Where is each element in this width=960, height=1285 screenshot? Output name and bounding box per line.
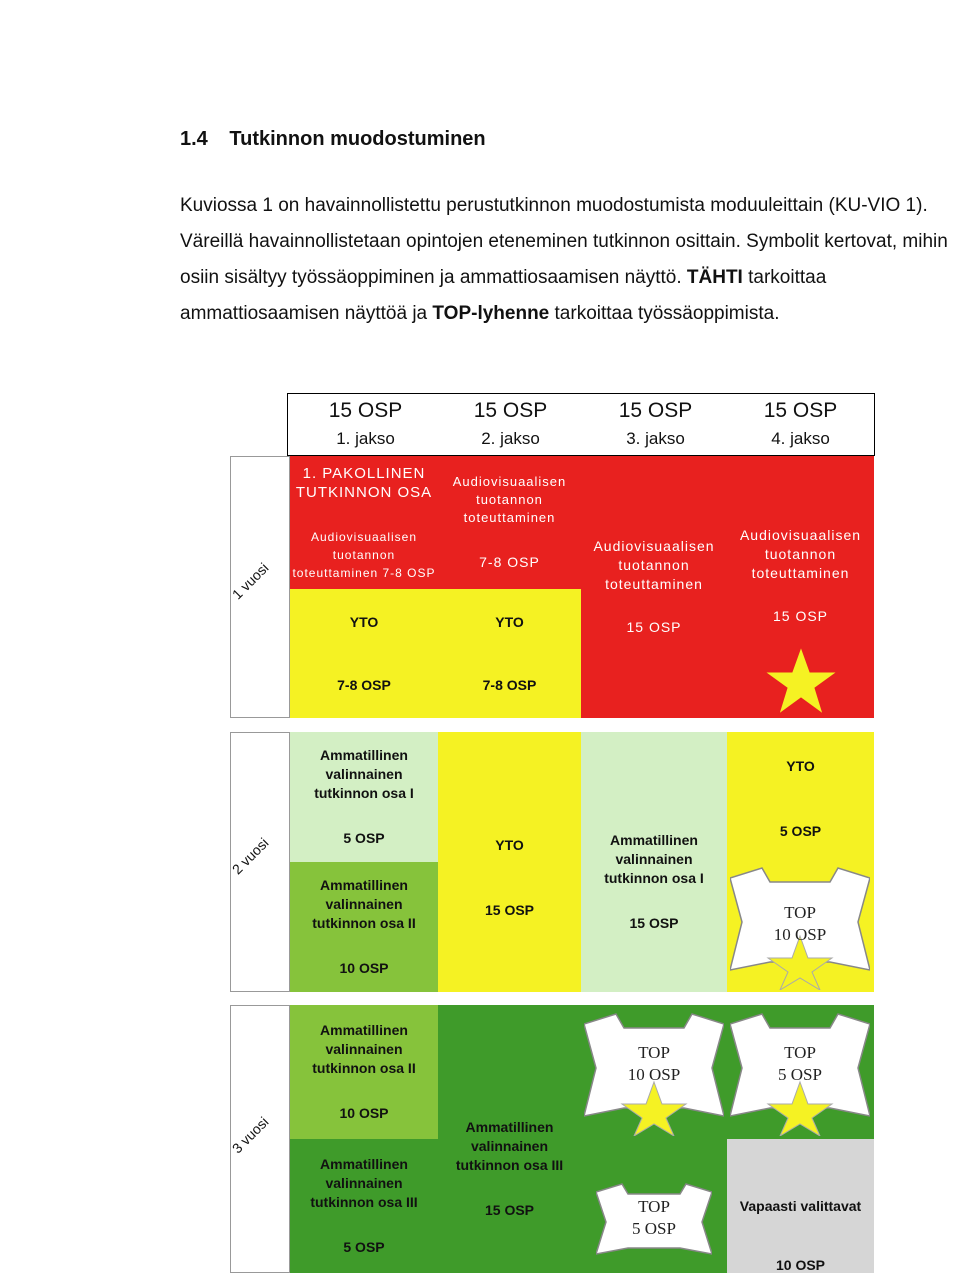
- intro-paragraph: [180, 188, 955, 332]
- y1-c3-l1: Audiovisuaalisen: [593, 538, 715, 554]
- y3-c1b-osp: 5 OSP: [343, 1239, 385, 1255]
- y3-c1a-l2: valinnainen: [325, 1041, 403, 1057]
- y3-c2: [438, 1005, 581, 1273]
- para-text-2: tarkoittaa ammattiosaamisen näyttöä ja: [180, 267, 827, 324]
- y1-c4-l2: tuotannon: [764, 546, 837, 562]
- y1-c1-sub-1: Audiovisuaalisen: [310, 529, 418, 544]
- y1-c4-l1: Audiovisuaalisen: [739, 527, 862, 543]
- y2-c1a: [290, 732, 438, 862]
- year-3-label: 3 vuosi: [228, 1113, 272, 1157]
- y2-c1b-osp: 10 OSP: [339, 960, 389, 976]
- y2-c3-l3: tutkinnon osa I: [604, 870, 704, 886]
- header-jakso: 1. jakso: [336, 429, 395, 448]
- para-bold-1: TÄHTI: [686, 267, 743, 288]
- y2-c1b-l3: tutkinnon osa II: [312, 915, 416, 931]
- y2-c3-osp: 15 OSP: [629, 915, 679, 931]
- y3-c1b-l2: valinnainen: [325, 1175, 403, 1191]
- y3-c2-osp: 15 OSP: [484, 1202, 535, 1218]
- y3-top-badge-2: [596, 1182, 712, 1260]
- y2-c4-label: YTO: [786, 758, 815, 774]
- header-osp: 15 OSP: [473, 399, 548, 422]
- y1-c3-av: [581, 456, 727, 718]
- y2-c3-l2: valinnainen: [615, 851, 693, 867]
- y2-c1b-l2: valinnainen: [325, 896, 403, 912]
- header-osp: 15 OSP: [763, 399, 838, 422]
- y2-c1b: [290, 862, 438, 992]
- y3-c2-l1: Ammatillinen: [465, 1119, 554, 1135]
- y2-c1a-l1: Ammatillinen: [320, 747, 408, 763]
- y2-c2-osp: 15 OSP: [484, 902, 535, 918]
- y1-yto-1-osp: 7-8 OSP: [337, 676, 391, 693]
- y2-top-l1: TOP: [784, 903, 816, 922]
- y2-c4-osp: 5 OSP: [779, 823, 822, 839]
- y2-c2-label: YTO: [495, 837, 524, 853]
- header-jakso: 4. jakso: [771, 429, 830, 448]
- section-heading: [180, 128, 486, 151]
- y3-c1a-osp: 10 OSP: [339, 1105, 389, 1121]
- y2-c3: [581, 732, 727, 992]
- y2-c2-yto: [438, 732, 581, 992]
- y1-yto-2: [438, 589, 581, 718]
- para-text-1: Kuviossa 1 on havainnollistettu perustutkinnon muodostumista moduuleittain (KU-VIO 1). Väreillä havainnollistetaan opintojen eteneminen tutkinnon osittain. Symbolit kertovat, mihin osiin sisältyy työssäoppiminen ja ammattiosaamisen näyttö.: [180, 195, 948, 288]
- y3-top1-l1: TOP: [638, 1043, 670, 1062]
- y1-yto-1: [290, 589, 438, 718]
- para-text-3: tarkoittaa työssäoppimista.: [549, 303, 780, 324]
- y1-c2-osp: 7-8 OSP: [479, 554, 540, 570]
- y3-c1a-l3: tutkinnon osa II: [312, 1060, 416, 1076]
- header-osp: 15 OSP: [328, 399, 403, 422]
- y1-c1-mandatory: [290, 456, 438, 589]
- period-header: [287, 393, 875, 456]
- y2-c3-l1: Ammatillinen: [610, 832, 698, 848]
- y1-c4-osp: 15 OSP: [772, 608, 829, 624]
- y2-c1a-l3: tutkinnon osa I: [314, 785, 414, 801]
- y2-top-badge: [730, 866, 870, 990]
- header-col-4: [728, 394, 873, 449]
- section-number: 1.4: [180, 128, 208, 150]
- y3-c4b: [727, 1139, 874, 1273]
- y1-c3-l3: toteuttaminen: [605, 576, 703, 592]
- y1-yto-2-osp: 7-8 OSP: [482, 676, 537, 693]
- y1-c1-title-2: TUTKINNON OSA: [295, 483, 433, 501]
- y1-c4-l3: toteuttaminen: [751, 565, 850, 581]
- header-osp: 15 OSP: [618, 399, 693, 422]
- y2-c1b-l1: Ammatillinen: [320, 877, 408, 893]
- header-col-2: [438, 394, 583, 449]
- star-icon: [763, 645, 839, 717]
- y1-yto-2-label: YTO: [495, 613, 524, 630]
- y3-c1a-l1: Ammatillinen: [320, 1022, 408, 1038]
- y1-c1-title-1: 1. PAKOLLINEN: [302, 464, 426, 482]
- y3-c1b-l1: Ammatillinen: [320, 1156, 408, 1172]
- year-2-label: 2 vuosi: [228, 834, 272, 878]
- y3-c2-l3: tutkinnon osa III: [455, 1157, 564, 1173]
- y3-top-badge-3: [730, 1012, 870, 1136]
- y3-top2-l2: 5 OSP: [632, 1219, 676, 1238]
- y1-yto-1-label: YTO: [349, 613, 379, 630]
- y1-c3-osp: 15 OSP: [626, 619, 682, 635]
- header-col-1: [293, 394, 438, 449]
- y2-top-l2: 10 OSP: [773, 925, 827, 944]
- y3-top2-l1: TOP: [638, 1197, 670, 1216]
- y3-c1b-l3: tutkinnon osa III: [310, 1194, 418, 1210]
- para-bold-2: TOP-lyhenne: [432, 303, 550, 324]
- y1-c2-av: [438, 456, 581, 589]
- header-jakso: 3. jakso: [626, 429, 685, 448]
- y1-c2-l2: tuotannon: [476, 492, 543, 507]
- header-col-3: [583, 394, 728, 449]
- y3-top3-l2: 5 OSP: [778, 1065, 822, 1084]
- y3-top-badge-1: [584, 1012, 724, 1136]
- y1-c3-l2: tuotannon: [618, 557, 690, 573]
- y3-c2-l2: valinnainen: [470, 1138, 549, 1154]
- y2-c1a-l2: valinnainen: [325, 766, 403, 782]
- y2-c1a-osp: 5 OSP: [343, 830, 385, 846]
- y3-c4-label: Vapaasti valittavat: [739, 1198, 862, 1214]
- y3-c1b: [290, 1139, 438, 1273]
- year-1-label: 1 vuosi: [228, 559, 272, 603]
- y1-c1-sub-2: tuotannon: [332, 547, 396, 562]
- header-jakso: 2. jakso: [481, 429, 540, 448]
- y3-c4-osp: 10 OSP: [775, 1257, 826, 1273]
- y1-c2-l3: toteuttaminen: [463, 510, 556, 525]
- y3-c1a: [290, 1005, 438, 1139]
- y3-top3-l1: TOP: [784, 1043, 816, 1062]
- y3-top1-l2: 10 OSP: [627, 1065, 681, 1084]
- y1-c1-sub-3: toteuttaminen 7-8 OSP: [292, 565, 436, 580]
- y1-c2-l1: Audiovisuaalisen: [452, 474, 567, 489]
- section-title: Tutkinnon muodostuminen: [229, 128, 486, 150]
